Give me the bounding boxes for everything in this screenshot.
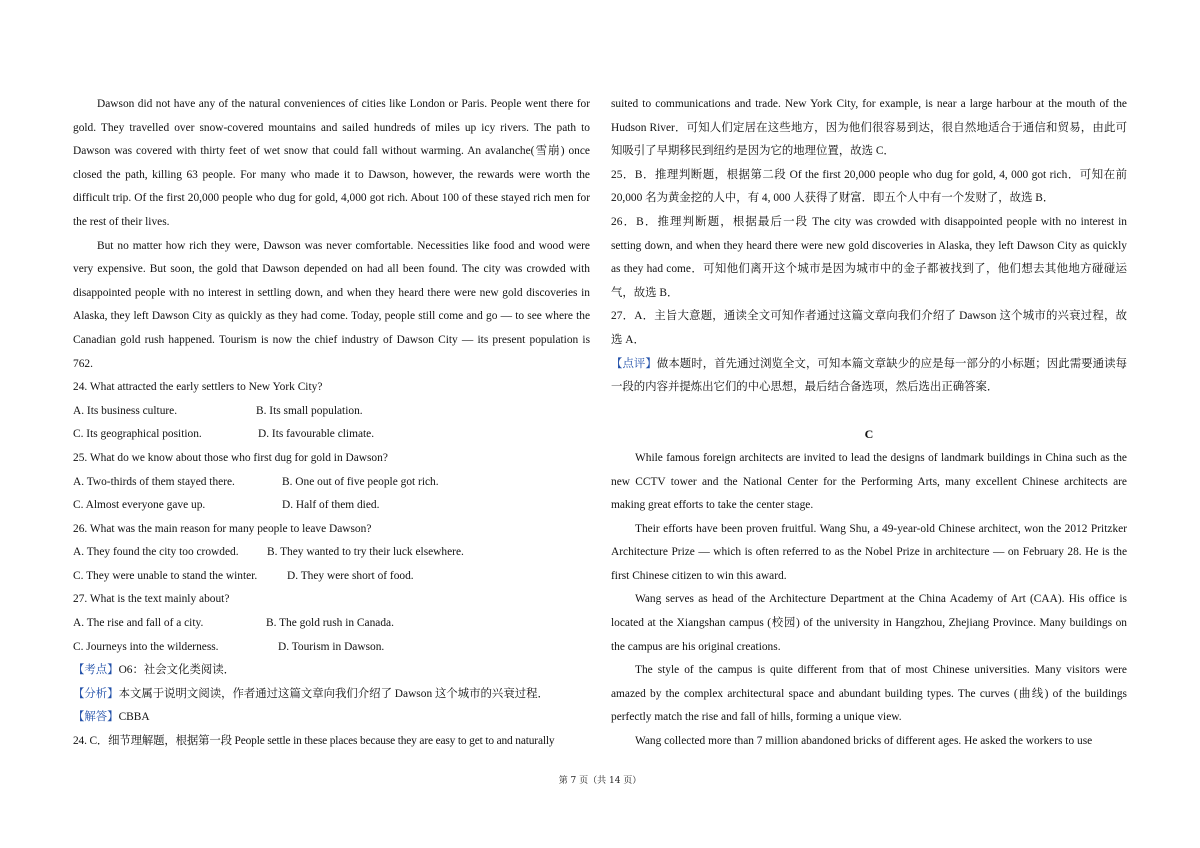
fenxi-text: 本文属于说明文阅读，作者通过这篇文章向我们介绍了 Dawson 这个城市的兴衰过程． [118, 687, 549, 700]
option-a: A. The rise and fall of a city. [73, 617, 204, 630]
answer-24-continued: suited to communications and trade. New York City, for example, is near a large harbour at the mouth of the Hudson River．可知人们定居在这些地方，因为他们很容易到达，很自然地适合于通信和贸易，由此可知吸引了早期移民到纽约是因为它的地理位置，故选 C． [611, 98, 1127, 158]
kaodian-line [73, 659, 590, 683]
question-26 [73, 518, 590, 589]
passage-paragraph-2: But no matter how rich they were, Dawson was never comfortable. Necessities like food and wood were very expensive. But soon, the gold that Dawson depended on had all been found. The city was crowded with disappointed people with no interest in settling down, and when they heard there were new gold discoveries in Alaska, they left Dawson City as quickly as they had come. Today, people still come and go — to see where the Canadian gold rush happened. Tourism is now the chief industry of Dawson City — its present population is 762. [73, 239, 590, 370]
dianping-line [611, 353, 1127, 400]
question-24 [73, 376, 590, 447]
answer-25: 25．B．推理判断题，根据第二段 Of the first 20,000 people who dug for gold, 4, 000 got rich．可知在前 20,000 名为黄金挖的人中，有 4, 000 人获得了财富．即五个人中有一个发财了，故选 B． [611, 168, 1127, 205]
question-27 [73, 588, 590, 659]
option-c: C. Journeys into the wilderness. [73, 640, 219, 653]
question-text: 25. What do we know about those who first dug for gold in Dawson? [73, 451, 388, 464]
question-25 [73, 447, 590, 518]
right-column [611, 93, 1127, 754]
option-d: D. Tourism in Dawson. [278, 640, 385, 653]
option-a: A. Its business culture. [73, 404, 178, 417]
passage-c-paragraph-2: Their efforts have been proven fruitful. Wang Shu, a 49-year-old Chinese architect, won the 2012 Pritzker Architecture Prize — which is often referred to as the Nobel Prize in architecture — on February 28. He is the first Chinese citizen to win this award. [611, 522, 1127, 582]
dianping-text: 做本题时，首先通过浏览全文，可知本篇文章缺少的应是每一部分的小标题；因此需要通读每一段的内容并提炼出它们的中心思想，最后结合备选项，然后选出正确答案． [611, 357, 1127, 394]
option-b: B. Its small population. [256, 404, 363, 417]
passage-paragraph-1: Dawson did not have any of the natural conveniences of cities like London or Paris. People went there for gold. They travelled over snow-covered mountains and sailed hundreds of miles up icy rivers. The path to Dawson was covered with thirty feet of wet snow that could fall without warming. An avalanche(雪崩) once closed the path, killing 63 people. For many who made it to Dawson, however, the rewards were worth the difficult trip. Of the first 20,000 people who dug for gold, 4,000 got rich. About 100 of these stayed rich men for the rest of their lives. [73, 98, 590, 228]
left-column [73, 93, 590, 754]
passage-c-paragraph-3: Wang serves as head of the Architecture Department at the China Academy of Art (CAA). His office is located at the Xiangshan campus (校园) of the university in Hangzhou, Zhejiang Province. Many buildings on the campus are his original creations. [611, 593, 1127, 653]
option-c: C. Its geographical position. [73, 428, 202, 441]
fenxi-line [73, 683, 590, 707]
option-c: C. Almost everyone gave up. [73, 499, 206, 512]
option-c: C. They were unable to stand the winter. [73, 569, 258, 582]
option-a: A. Two-thirds of them stayed there. [73, 475, 235, 488]
option-b: B. One out of five people got rich. [282, 475, 439, 488]
jieda-tag: 【解答】 [73, 711, 119, 724]
answer-24-start: 24. C．细节理解题，根据第一段 People settle in these places because they are easy to get to and naturally [73, 735, 555, 748]
kaodian-tag: 【考点】 [73, 664, 119, 677]
option-d: D. Its favourable climate. [258, 428, 375, 441]
section-title: C [864, 427, 874, 442]
page-footer: 第 7 页（共 14 页） [558, 776, 642, 786]
passage-c-paragraph-4: The style of the campus is quite different from that of most Chinese universities. Many visitors were amazed by the complex architectural space and abundant building types. The curves (曲线) of the buildings perfectly match the rise and fall of hills, forming a unique view. [611, 664, 1127, 724]
kaodian-text: O6：社会文化类阅读． [118, 664, 236, 677]
option-b: B. The gold rush in Canada. [266, 617, 394, 630]
jieda-text: CBBA [118, 711, 150, 724]
question-text: 24. What attracted the early settlers to New York City? [73, 381, 323, 394]
jieda-line [73, 706, 590, 730]
dianping-tag: 【点评】 [611, 357, 657, 370]
answer-27: 27．A．主旨大意题，通读全文可知作者通过这篇文章向我们介绍了 Dawson 这个城市的兴衰过程，故选 A． [611, 310, 1127, 346]
answer-26: 26．B．推理判断题，根据最后一段 The city was crowded with disappointed people with no interest in setting down, and when they heard there were new gold discoveries in Alaska, they left Dawson City as quickly as they had come．可知他们离开这个城市是因为城市中的金子都被找到了，他们想去其他地方碰碰运气，故选 B． [611, 215, 1127, 299]
option-a: A. They found the city too crowded. [73, 546, 239, 559]
question-text: 26. What was the main reason for many people to leave Dawson? [73, 522, 372, 535]
fenxi-tag: 【分析】 [73, 687, 119, 700]
option-b: B. They wanted to try their luck elsewhere. [267, 546, 464, 559]
option-d: D. Half of them died. [282, 499, 380, 512]
spacer [611, 400, 1127, 424]
question-text: 27. What is the text mainly about? [73, 593, 230, 606]
option-d: D. They were short of food. [287, 569, 414, 582]
passage-c-paragraph-1: While famous foreign architects are invited to lead the designs of landmark buildings in China such as the new CCTV tower and the National Center for the Performing Arts, many excellent Chinese architects are making great efforts to take the center stage. [611, 451, 1127, 512]
passage-c-paragraph-5: Wang collected more than 7 million abandoned bricks of different ages. He asked the workers to use [635, 735, 1093, 748]
